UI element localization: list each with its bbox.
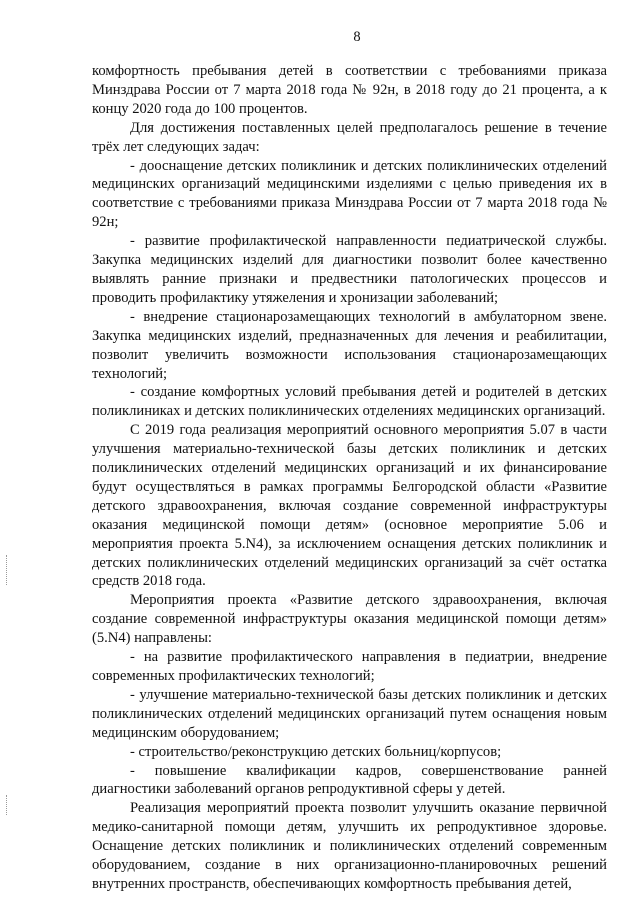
scan-margin-mark — [6, 795, 10, 815]
list-item-material-base: - улучшение материально-технической базы детских поликлиник и детских поликлинических отделений медицинских организаций путем оснащения новым медицинским оборудованием; — [92, 686, 607, 741]
list-item-outpatient-tech: - внедрение стационарозамещающих технологий в амбулаторном звене. Закупка медицинских изделий, предназначенных для лечения и реабилитации, позволит увеличить возможности использования стационарозамещающих технологий; — [92, 308, 607, 382]
document-body — [92, 62, 607, 894]
list-item-prevention: - развитие профилактической направленности педиатрической службы. Закупка медицинских изделий для диагностики позволит более качественно выявлять ранние признаки и предвестники патологических процессов и проводить профилактику утяжеления и хронизации заболеваний; — [92, 233, 607, 306]
page-number: 8 — [353, 29, 361, 45]
scan-margin-mark — [6, 555, 10, 585]
list-item-prophylaxis: - на развитие профилактического направления в педиатрии, внедрение современных профилактических технологий; — [92, 649, 607, 684]
paragraph-project-measures: Мероприятия проекта «Развитие детского здравоохранения, включая создание современной инфраструктуры оказания медицинской помощи детям» (5.N4) направлены: — [92, 592, 607, 647]
paragraph-goals-intro: Для достижения поставленных целей предполагалось решение в течение трёх лет следующих задач: — [92, 119, 607, 155]
list-item-comfort: - создание комфортных условий пребывания детей и родителей в детских поликлиниках и детских поликлинических отделениях медицинских организаций. — [92, 384, 607, 420]
paragraph-continuation: комфортность пребывания детей в соответствии с требованиями приказа Минздрава России от 7 марта 2018 года № 92н, в 2018 году до 21 процента, а к концу 2020 года до 100 процентов. — [92, 63, 607, 117]
list-item-construction: - строительство/реконструкцию детских больниц/корпусов; — [130, 743, 502, 760]
list-item-qualification: - повышение квалификации кадров, совершенствование ранней диагностики заболеваний органов репродуктивной сферы у детей. — [92, 762, 607, 798]
paragraph-project-result: Реализация мероприятий проекта позволит улучшить оказание первичной медико-санитарной помощи детям, улучшить их репродуктивное здоровье. Оснащение детских поликлиник и поликлинических отделений современным оборудованием, создание в них организационно-планировочных решений внутренних пространств, обеспечивающих комфортность пребывания детей, — [92, 800, 607, 892]
paragraph-2019-implementation: С 2019 года реализация мероприятий основного мероприятия 5.07 в части улучшения материально-технической базы детских поликлиник и детских поликлинических отделений медицинских организаций и их финансирование будут осуществляться в рамках программы Белгородской области «Развитие детского здравоохранения, включая создание современной инфраструктуры оказания медицинской помощи детям» (основное мероприятие 5.06 и мероприятия проекта 5.N4), за исключением оснащения детских поликлиник и детских поликлинических отделений медицинских организаций за счёт остатка средств 2018 года. — [92, 422, 607, 590]
list-item-equipment: - дооснащение детских поликлиник и детских поликлинических отделений медицинских организаций медицинскими изделиями с целью приведения их в соответствие с требованиями приказа Минздрава России от 7 марта 2018 года № 92н; — [92, 157, 607, 231]
